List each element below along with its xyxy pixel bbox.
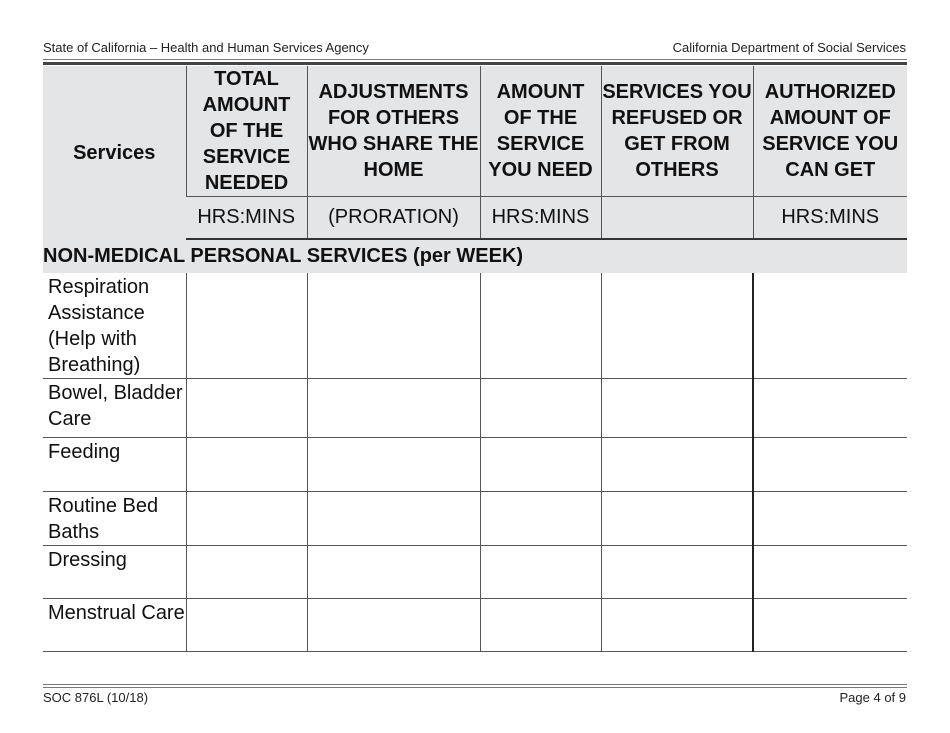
amount-you-need-field[interactable] xyxy=(480,379,601,438)
table-row xyxy=(43,273,907,379)
table-row xyxy=(43,599,907,652)
service-name: Respiration Assistance (Help with Breathing) xyxy=(43,273,186,379)
service-name: Feeding xyxy=(43,438,186,492)
col-header-total-amount: TOTAL AMOUNT OF THE SERVICE NEEDED xyxy=(186,66,307,197)
amount-you-need-field[interactable] xyxy=(480,599,601,652)
total-amount-field[interactable] xyxy=(186,438,307,492)
bottom-rule-1 xyxy=(43,684,907,685)
total-amount-field[interactable] xyxy=(186,273,307,379)
authorized-amount-field[interactable] xyxy=(753,492,907,546)
services-refused-field[interactable] xyxy=(601,438,753,492)
unit-total-amount: HRS:MINS xyxy=(186,197,307,240)
services-refused-field[interactable] xyxy=(601,599,753,652)
table-row xyxy=(43,492,907,546)
amount-you-need-field[interactable] xyxy=(480,273,601,379)
agency-name: State of California – Health and Human Services Agency xyxy=(43,40,369,55)
col-header-services: Services xyxy=(43,66,186,239)
amount-you-need-field[interactable] xyxy=(480,546,601,599)
top-rule-thick xyxy=(43,62,907,65)
amount-you-need-field[interactable] xyxy=(480,492,601,546)
adjustments-field[interactable] xyxy=(307,379,480,438)
unit-authorized-amount: HRS:MINS xyxy=(753,197,907,240)
section-header-row xyxy=(43,239,907,273)
form-id: SOC 876L (10/18) xyxy=(43,690,149,705)
adjustments-field[interactable] xyxy=(307,273,480,379)
adjustments-field[interactable] xyxy=(307,599,480,652)
service-name: Dressing xyxy=(43,546,186,599)
service-name: Routine Bed Baths xyxy=(43,492,186,546)
col-header-authorized-amount: AUTHORIZED AMOUNT OF SERVICE YOU CAN GET xyxy=(753,66,907,197)
services-refused-field[interactable] xyxy=(601,492,753,546)
services-table xyxy=(43,66,907,652)
amount-you-need-field[interactable] xyxy=(480,438,601,492)
adjustments-field[interactable] xyxy=(307,438,480,492)
unit-adjustments: (PRORATION) xyxy=(307,197,480,240)
total-amount-field[interactable] xyxy=(186,546,307,599)
services-refused-field[interactable] xyxy=(601,379,753,438)
unit-amount-you-need: HRS:MINS xyxy=(480,197,601,240)
authorized-amount-field[interactable] xyxy=(753,599,907,652)
service-name: Menstrual Care xyxy=(43,599,186,652)
col-header-services-refused: SERVICES YOU REFUSED OR GET FROM OTHERS xyxy=(601,66,753,197)
col-header-amount-you-need: AMOUNT OF THE SERVICE YOU NEED xyxy=(480,66,601,197)
table-row xyxy=(43,438,907,492)
total-amount-field[interactable] xyxy=(186,599,307,652)
top-rule-thin xyxy=(43,59,907,60)
col-header-adjustments: ADJUSTMENTS FOR OTHERS WHO SHARE THE HOME xyxy=(307,66,480,197)
adjustments-field[interactable] xyxy=(307,546,480,599)
unit-services-refused xyxy=(601,197,753,240)
authorized-amount-field[interactable] xyxy=(753,546,907,599)
authorized-amount-field[interactable] xyxy=(753,273,907,379)
services-refused-field[interactable] xyxy=(601,546,753,599)
table-row xyxy=(43,546,907,599)
total-amount-field[interactable] xyxy=(186,492,307,546)
table-row xyxy=(43,379,907,438)
column-header-row xyxy=(43,66,907,197)
service-name: Bowel, Bladder Care xyxy=(43,379,186,438)
adjustments-field[interactable] xyxy=(307,492,480,546)
authorized-amount-field[interactable] xyxy=(753,379,907,438)
department-name: California Department of Social Services xyxy=(672,40,906,55)
bottom-rule-2 xyxy=(43,687,907,688)
section-title: NON-MEDICAL PERSONAL SERVICES (per WEEK) xyxy=(43,239,907,273)
total-amount-field[interactable] xyxy=(186,379,307,438)
services-refused-field[interactable] xyxy=(601,273,753,379)
page-number: Page 4 of 9 xyxy=(839,690,906,705)
authorized-amount-field[interactable] xyxy=(753,438,907,492)
